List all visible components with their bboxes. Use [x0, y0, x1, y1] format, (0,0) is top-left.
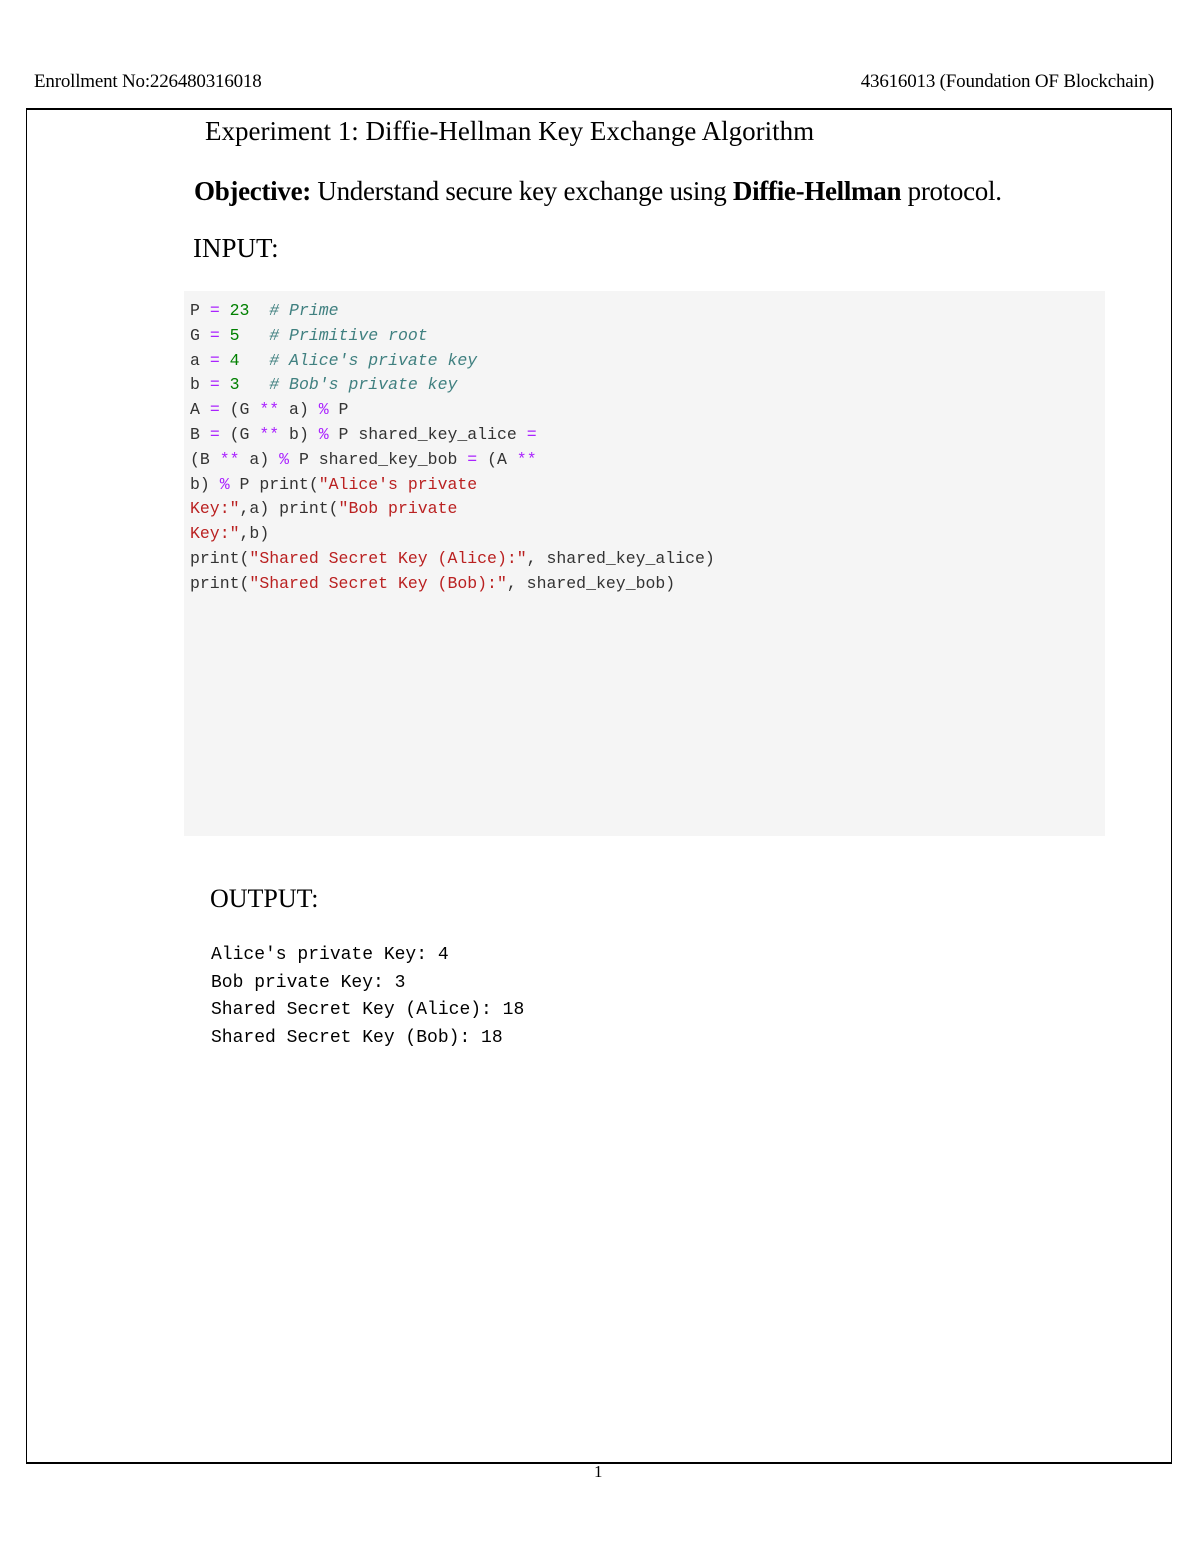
- output-line: Shared Secret Key (Bob): 18: [211, 1028, 503, 1049]
- code-token: [220, 375, 230, 394]
- code-token: %: [318, 424, 329, 444]
- output-line: Bob private Key: 3: [211, 972, 406, 993]
- code-token: "Shared Secret Key (Alice):": [249, 548, 527, 568]
- code-token: =: [209, 301, 220, 320]
- code-token: [240, 375, 270, 394]
- experiment-title: Experiment 1: Diffie-Hellman Key Exchange Algorithm: [205, 116, 815, 146]
- code-token: **: [259, 424, 280, 444]
- code-line: [190, 547, 715, 572]
- code-token: ,a) print(: [239, 499, 339, 519]
- output-line: Shared Secret Key (Alice): 18: [211, 1000, 525, 1021]
- output-line: Alice's private Key: 4: [211, 945, 449, 965]
- code-token: B: [190, 424, 210, 444]
- code-token: [249, 301, 269, 320]
- code-token: 23: [229, 301, 250, 320]
- objective-strong: Diffie-Hellman: [732, 176, 902, 206]
- code-token: **: [516, 449, 537, 469]
- code-token: b): [279, 424, 319, 444]
- code-token: =: [526, 424, 537, 444]
- code-token: P shared_key_bob: [289, 449, 468, 469]
- code-line: [190, 473, 715, 498]
- code-token: Key:": [190, 524, 240, 544]
- code-token: (A: [477, 449, 517, 469]
- objective-label: Objective:: [194, 176, 311, 206]
- course-code: 43616013 (Foundation OF Blockchain): [860, 71, 1154, 92]
- code-token: [240, 326, 270, 345]
- code-token: %: [219, 474, 230, 494]
- code-token: %: [279, 449, 290, 469]
- code-token: **: [219, 449, 240, 469]
- code-token: ,b): [239, 524, 270, 544]
- code-token: b: [190, 375, 210, 395]
- code-token: a): [279, 400, 319, 420]
- code-line: [190, 349, 715, 374]
- code-token: "Bob private: [338, 499, 458, 519]
- code-token: 3: [229, 375, 240, 395]
- code-token: [220, 301, 230, 320]
- code-line: [190, 423, 715, 448]
- code-token: =: [209, 350, 220, 370]
- code-token: (B: [190, 449, 220, 469]
- code-line: [190, 373, 715, 398]
- input-heading: INPUT:: [193, 233, 279, 263]
- code-token: (G: [219, 424, 260, 444]
- code-token: 4: [229, 350, 240, 370]
- code-token: =: [209, 375, 220, 395]
- code-token: , shared_key_bob): [506, 573, 676, 593]
- code-token: P: [190, 301, 210, 320]
- code-token: A: [190, 400, 210, 420]
- code-token: =: [209, 400, 220, 420]
- code-block: [190, 299, 715, 597]
- code-line: [190, 324, 715, 349]
- code-token: **: [259, 400, 280, 420]
- code-line: [190, 448, 715, 473]
- code-token: =: [209, 424, 220, 444]
- code-token: # Alice's private key: [269, 350, 478, 370]
- code-token: =: [467, 449, 478, 469]
- code-token: P shared_key_alice: [328, 424, 527, 444]
- code-token: # Primitive root: [269, 325, 428, 345]
- code-token: "Alice's private: [318, 474, 478, 494]
- objective: [194, 176, 1002, 207]
- output-block: [211, 942, 524, 1053]
- code-token: (G: [219, 400, 260, 420]
- code-token: G: [190, 325, 210, 345]
- code-token: a): [239, 449, 280, 469]
- code-token: a: [190, 350, 210, 370]
- code-token: %: [318, 400, 329, 420]
- code-token: 5: [229, 325, 240, 345]
- page-number: 1: [594, 1462, 603, 1481]
- code-line: [190, 497, 715, 522]
- objective-text: Understand secure key exchange using: [310, 176, 733, 206]
- output-heading: OUTPUT:: [210, 884, 319, 913]
- code-token: P: [328, 400, 349, 420]
- code-token: # Prime: [269, 301, 339, 320]
- code-line: [190, 398, 715, 423]
- code-token: [220, 351, 230, 370]
- objective-end: protocol.: [901, 176, 1002, 206]
- code-token: print(: [190, 548, 250, 568]
- code-token: =: [209, 325, 220, 345]
- code-token: , shared_key_alice): [526, 548, 715, 568]
- enrollment-number: Enrollment No:226480316018: [34, 71, 262, 92]
- code-token: [240, 351, 270, 370]
- code-token: Key:": [190, 499, 240, 519]
- code-token: print(: [190, 573, 250, 593]
- code-token: # Bob's private key: [269, 375, 458, 395]
- code-line: [190, 299, 715, 324]
- code-token: b): [190, 474, 220, 494]
- code-line: [190, 572, 715, 597]
- code-line: [190, 522, 715, 547]
- code-token: "Shared Secret Key (Bob):": [249, 573, 507, 593]
- code-token: [220, 326, 230, 345]
- code-token: P print(: [229, 474, 319, 494]
